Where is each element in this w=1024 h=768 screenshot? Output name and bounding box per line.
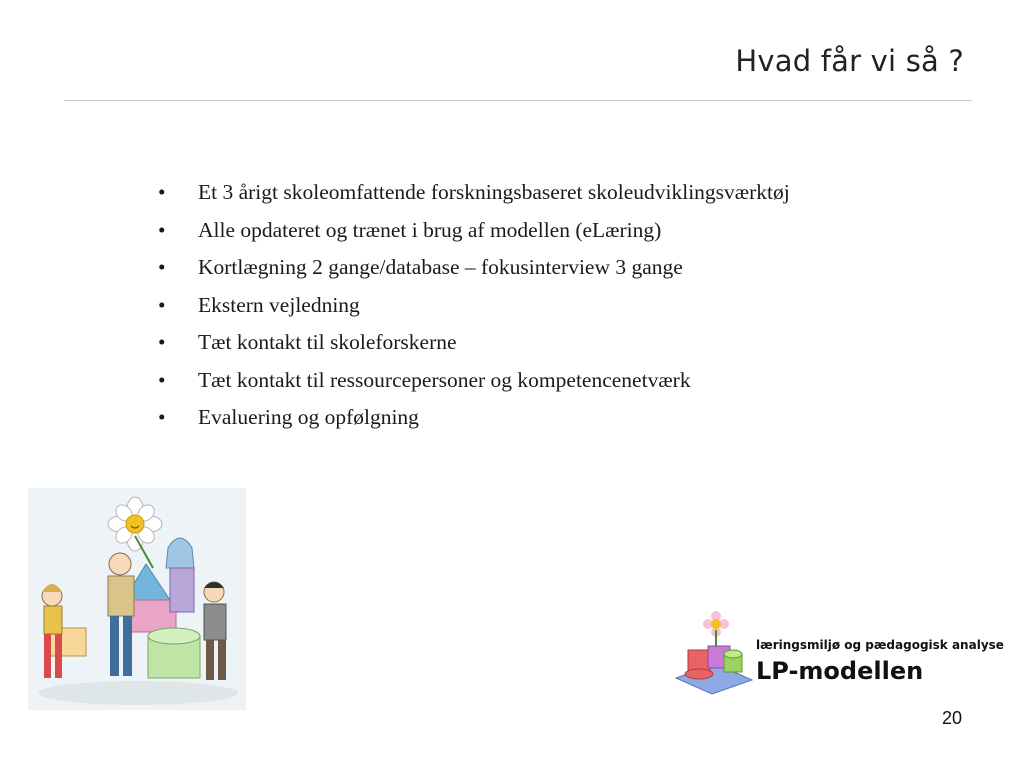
bullet-item [158, 330, 790, 368]
page-number: 20 [941, 708, 962, 728]
bullet-text: Et 3 årigt skoleomfattende forskningsbaseret skoleudviklingsværktøj [198, 180, 790, 204]
bullet-text: Alle opdateret og trænet i brug af modellen (eLæring) [198, 217, 662, 242]
title-divider [64, 100, 972, 101]
bullet-item [158, 180, 790, 218]
bullet-item [158, 218, 790, 256]
logo-subtitle: læringsmiljø og pædagogisk analyse [756, 638, 1004, 652]
bullet-item [158, 368, 790, 406]
bullet-list [158, 180, 790, 443]
bullet-text: Tæt kontakt til skoleforskerne [198, 330, 457, 354]
children-building-blocks-illustration [28, 488, 246, 710]
bullet-text: Evaluering og opfølgning [198, 405, 419, 429]
bullet-text: Ekstern vejledning [198, 292, 360, 317]
bullet-marker: • [158, 217, 166, 242]
bullet-marker: • [158, 180, 166, 204]
lp-modellen-logo-icon [672, 606, 756, 698]
bullet-item [158, 293, 790, 331]
slide-title: Hvad får vi så ? [735, 44, 964, 78]
bullet-marker: • [158, 367, 166, 392]
bullet-marker: • [158, 330, 166, 354]
bullet-text: Kortlægning 2 gange/database – fokusinterview 3 gange [198, 255, 683, 279]
bullet-marker: • [158, 405, 166, 429]
bullet-item [158, 255, 790, 293]
bullet-item [158, 405, 790, 443]
bullet-marker: • [158, 292, 166, 317]
bullet-text: Tæt kontakt til ressourcepersoner og kompetencenetværk [198, 367, 691, 392]
bullet-marker: • [158, 255, 166, 279]
logo-name: LP-modellen [756, 657, 924, 685]
